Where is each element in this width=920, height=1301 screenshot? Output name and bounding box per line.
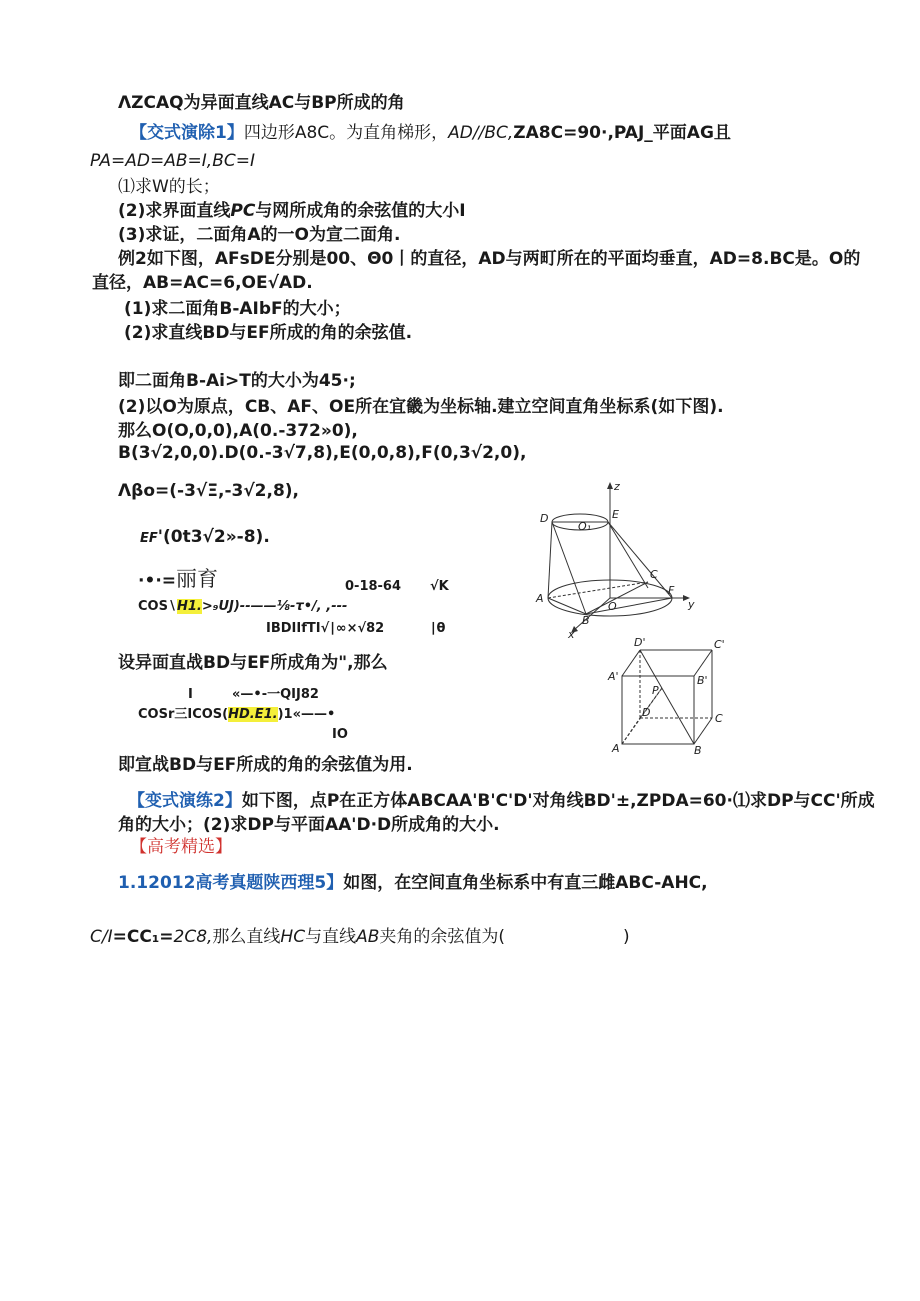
line-26: 角的大小；(2)求DP与平面AA'D·D所成角的大小. xyxy=(118,815,500,835)
figure-cube xyxy=(606,636,736,758)
line-29a: C∕I xyxy=(90,927,113,947)
line-29e: HC xyxy=(280,927,306,947)
fig2-label-Cp: C' xyxy=(714,638,725,651)
line-13: 那么O(O,0,0),A(0.-372»0), xyxy=(118,421,358,441)
line-16a: EF xyxy=(140,531,158,546)
fig2-label-B: B xyxy=(694,744,702,757)
line-22b-highlight: HD.E1. xyxy=(228,707,278,722)
line-29h: 夹角的余弦值为( xyxy=(379,927,506,947)
line-29c: 2C8, xyxy=(173,927,213,947)
line-17 xyxy=(138,568,218,592)
line-25-text: 如下图，点P在正方体ABCAA'B'C'D'对角线BD'±,ZPDA=60·⑴求DP与CC'所成 xyxy=(241,791,875,811)
edge-DA xyxy=(548,522,552,598)
line-28a: 1.12012高考真题陕西理5】 xyxy=(118,873,344,893)
line-2-rest: ZA8C=90·,PAJ_平面AG且 xyxy=(513,123,731,143)
line-28b: 如图，在空间直角坐标系中有直三雌ABC-AHC, xyxy=(343,873,708,893)
line-18a: COS∖ xyxy=(138,599,177,614)
line-18b-highlight: H1. xyxy=(177,599,202,614)
fig1-label-z: z xyxy=(614,480,620,493)
line-15: Λβo=(-3√Ξ,-3√2,8), xyxy=(118,481,300,501)
line-14: B(3√2,0,0).D(0.-3√7,8),E(0,0,8),F(0,3√2,0), xyxy=(118,443,527,463)
edge-B-C xyxy=(694,718,712,744)
line-5a: (2)求界面直线 xyxy=(118,201,231,221)
line-28 xyxy=(118,872,708,894)
fig2-label-P: P xyxy=(652,684,659,697)
line-16b: '(0t3√2»-8). xyxy=(157,527,270,547)
line-20: 设异面直战BD与EF所成角为",那么 xyxy=(118,653,388,673)
line-2 xyxy=(130,122,731,144)
fig1-label-A: A xyxy=(536,592,544,605)
line-18c: >₉UJ)--——⅛-τ•/, ,--- xyxy=(201,599,348,614)
line-29 xyxy=(90,926,630,948)
line-6: (3)求证，二面角A的一O为宣二面角. xyxy=(118,225,401,245)
line-7: 例2如下图，AFsDE分别是00、Θ0丨的直径，AD与两町所在的平面均垂直，AD=8.BC是。O的 xyxy=(118,249,861,269)
figure-cylinder-axes xyxy=(530,480,705,640)
line-25 xyxy=(128,790,875,812)
line-18 xyxy=(138,596,347,618)
line-23: IO xyxy=(332,727,348,742)
fig2-label-C: C xyxy=(715,712,723,725)
line-8: 直径，AB=AC=6,OE√AD. xyxy=(92,273,313,293)
line-22 xyxy=(138,704,335,726)
fig2-label-Bp: B' xyxy=(697,674,708,687)
fig2-label-D: D xyxy=(642,706,651,719)
exercise-tag-2: 【变式演练2】 xyxy=(128,791,242,811)
fig1-label-F: F xyxy=(668,584,675,597)
diagonal-BDp xyxy=(640,650,694,744)
edge-Ap-Dp xyxy=(622,650,640,676)
line-21a: I xyxy=(188,687,193,702)
line-19b: ∣θ xyxy=(430,621,446,636)
line-19a: IBDIIfTI√∣∞×√82 xyxy=(266,621,385,636)
fig1-label-x: x xyxy=(568,628,575,640)
fig2-label-A: A xyxy=(612,742,620,755)
line-22c: )1«——• xyxy=(277,707,336,722)
line-4: ⑴求W的长； xyxy=(118,177,220,197)
fig2-label-Dp: D' xyxy=(634,636,646,649)
edge-Bp-Cp xyxy=(694,650,712,676)
line-5b: PC xyxy=(230,201,256,221)
line-29d: 那么直线 xyxy=(212,927,281,947)
line-29i: ) xyxy=(623,927,630,947)
line-17c: 0-18-64 xyxy=(345,579,402,594)
line-2-text: 四边形A8C。为直角梯形， xyxy=(243,123,449,143)
line-11: 即二面角B-Ai>T的大小为45·; xyxy=(118,371,356,391)
line-BF xyxy=(586,598,672,614)
exam-tag: 【高考精选】 xyxy=(130,837,232,857)
z-arrow xyxy=(607,482,613,489)
fig1-label-y: y xyxy=(688,598,695,611)
line-21b: «—•-一QIJ82 xyxy=(232,687,319,702)
line-17b: 丽育 xyxy=(176,567,219,591)
line-17d: √K xyxy=(430,579,449,594)
fig1-label-O: O xyxy=(608,600,617,613)
line-17a: ·•·= xyxy=(138,571,177,591)
line-10: (2)求直线BD与EF所成的角的余弦值. xyxy=(124,323,413,343)
edge-DB xyxy=(552,522,586,614)
line-22a: COSr三ICOS( xyxy=(138,707,229,722)
fig1-label-B: B xyxy=(582,614,590,627)
line-29f: 与直线 xyxy=(305,927,357,947)
line-5 xyxy=(118,200,466,222)
line-9: (1)求二面角B-AIbF的大小； xyxy=(124,299,351,319)
line-2-italic: AD∕∕BC, xyxy=(448,123,514,143)
line-5c: 与网所成角的余弦值的大小I xyxy=(255,201,466,221)
line-1: ΛZCAQ为异面直线AC与BP所成的角 xyxy=(118,93,405,113)
exercise-tag-1: 【交式演除1】 xyxy=(130,123,244,143)
fig1-label-O1: O₁ xyxy=(578,520,592,533)
line-12: (2)以O为原点，CB、AF、OE所在宜畿为坐标轴.建立空间直角坐标系(如下图). xyxy=(118,397,724,417)
line-29b: =CC₁= xyxy=(112,927,174,947)
line-24: 即宣战BD与EF所成的角的余弦值为用. xyxy=(118,755,413,775)
line-16 xyxy=(140,526,270,550)
fig2-label-Ap: A' xyxy=(608,670,619,683)
line-3: PA=AD=AB=I,BC=I xyxy=(90,151,255,171)
line-29g: AB xyxy=(356,927,380,947)
edge-EC xyxy=(608,522,648,588)
fig1-label-D: D xyxy=(540,512,549,525)
fig1-label-E: E xyxy=(612,508,619,521)
fig1-label-C: C xyxy=(650,568,658,581)
